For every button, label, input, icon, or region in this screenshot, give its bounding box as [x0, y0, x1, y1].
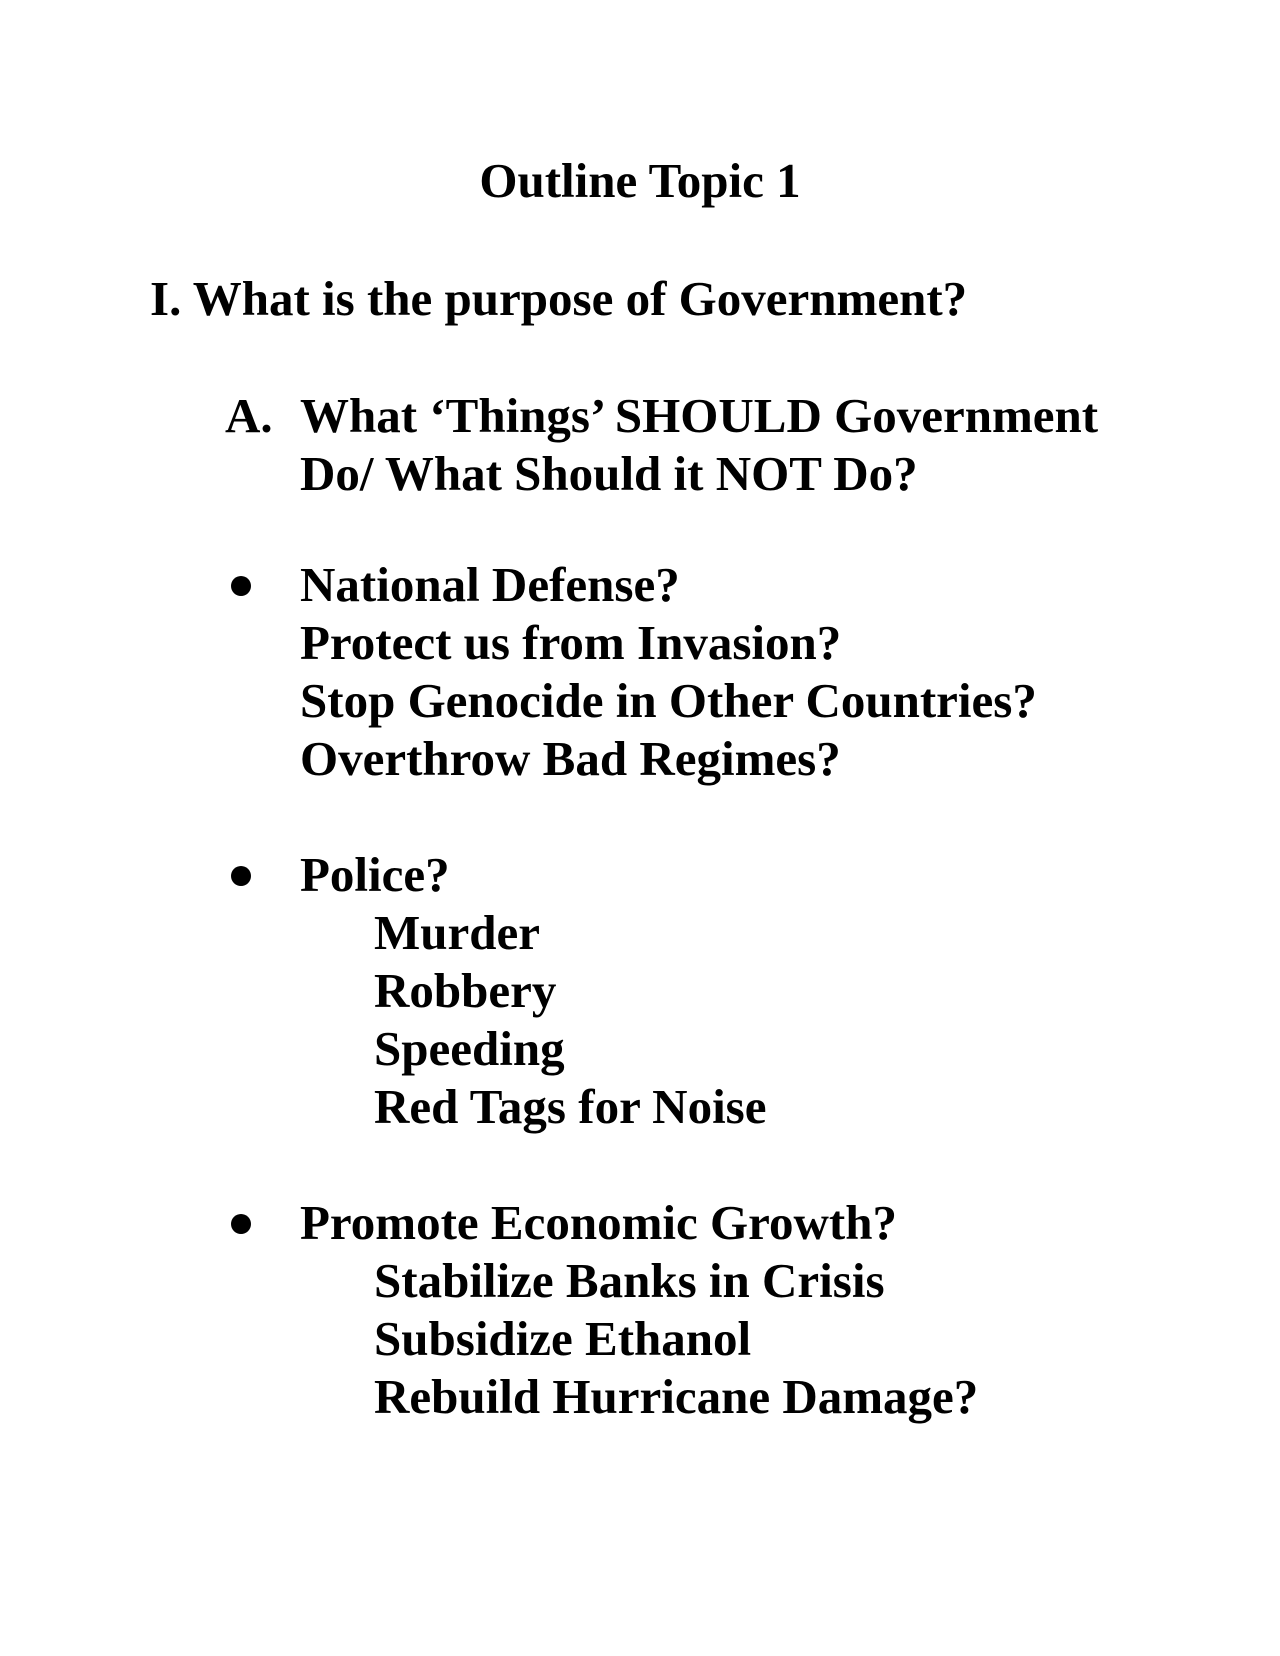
bullet-3-subitem-1: Stabilize Banks in Crisis	[374, 1253, 885, 1308]
bullet-1-line-2: Protect us from Invasion?	[300, 615, 842, 670]
bullet-3-subitem-2: Subsidize Ethanol	[374, 1311, 752, 1366]
bullet-1-line-1: National Defense?	[300, 557, 680, 612]
bullet-2-subitem-2: Robbery	[374, 963, 557, 1018]
bullet-3-line-1: Promote Economic Growth?	[300, 1195, 897, 1250]
page-title: Outline Topic 1	[479, 153, 801, 208]
section-numeral: I.	[150, 271, 182, 326]
bullet-icon	[231, 576, 251, 596]
bullet-2-line-1: Police?	[300, 847, 450, 902]
bullet-icon	[231, 866, 251, 886]
section-heading	[150, 270, 967, 328]
section-heading-text: What is the purpose of Government?	[192, 271, 968, 326]
bullet-3-subitem-3: Rebuild Hurricane Damage?	[374, 1369, 979, 1424]
bullet-2-subitem-1: Murder	[374, 905, 540, 960]
subsection-letter: A.	[225, 388, 273, 443]
subsection-line-1: What ‘Things’ SHOULD Government	[300, 388, 1099, 443]
bullet-1-line-4: Overthrow Bad Regimes?	[300, 731, 841, 786]
subsection-line-2: Do/ What Should it NOT Do?	[300, 446, 918, 501]
bullet-2-subitem-3: Speeding	[374, 1021, 565, 1076]
bullet-1-line-3: Stop Genocide in Other Countries?	[300, 673, 1037, 728]
bullet-2-subitem-4: Red Tags for Noise	[374, 1079, 767, 1134]
bullet-icon	[231, 1214, 251, 1234]
